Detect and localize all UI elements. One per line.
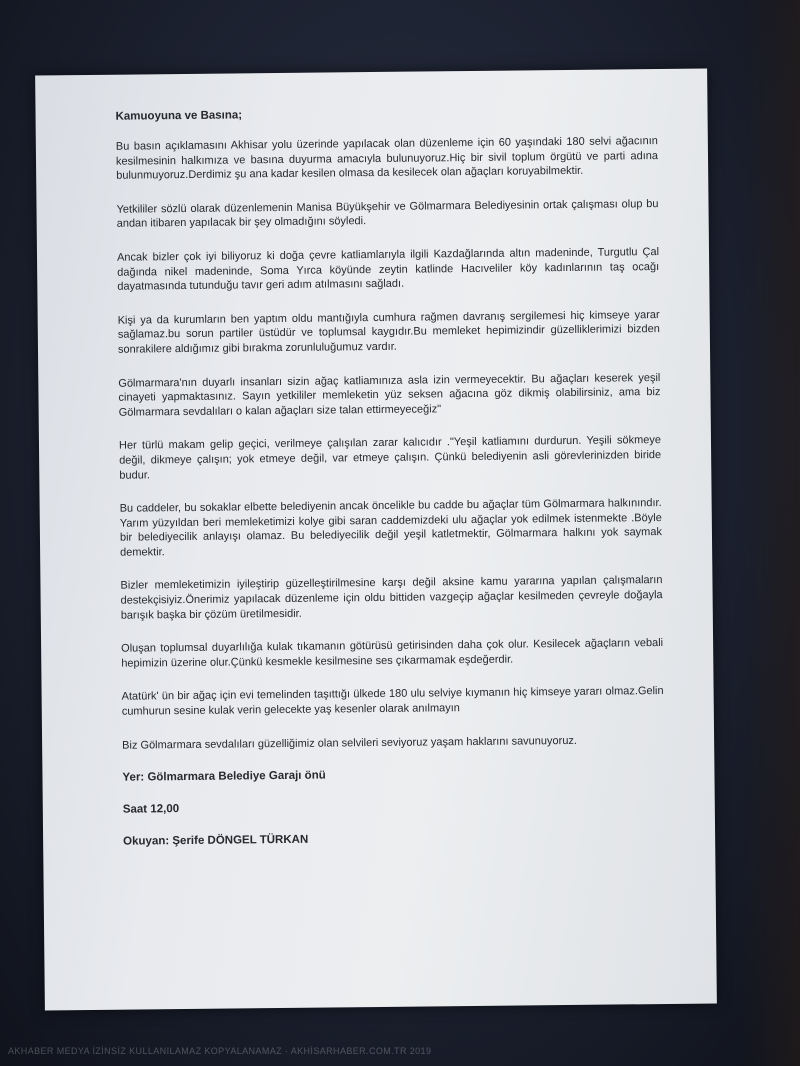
paragraph-5: Gölmarmara'nın duyarlı insanları sizin ağaç katliamınıza asla izin vermeyecektir. Bu ağaçları keserek yeşil cinayeti yapmaktasınız. Sayın yetkililer memleketin yüz seksen ağacına göz dikmiş olabilirsiniz, ama biz Gölmarmara sevdalıları o kalan ağaçları size talan ettirmeyeceğiz" xyxy=(118,371,661,419)
background-shadow xyxy=(740,0,800,1066)
paragraph-1: Bu basın açıklamasını Akhisar yolu üzerinde yapılacak olan düzenleme için 60 yaşındaki 180 selvi ağacının kesilmesinin halkımıza ve basına duyurma amacıyla bulunuyoruz.Hiç bir sivil toplum örgütü ve parti adına bulunmuyoruz.Derdimiz şu ana kadar kesilen olmasa da kesilecek olan ağaçları koruyabilmektir. xyxy=(115,135,659,182)
paragraph-4: Kişi ya da kurumların ben yaptım oldu mantığıyla cumhura rağmen davranış sergilemesi hiç kimseye yarar sağlamaz.bu sorun partiler üstüdür ve toplumsal kaygıdır.Bu memleket hepimizindir güzelliklerimizi bizden sonrakilere aldığımız gibi bırakma zorunluluğumuz vardır. xyxy=(117,308,660,356)
event-location: Yer: Gölmarmara Belediye Garajı önü xyxy=(122,769,326,784)
paragraph-10: Atatürk' ün bir ağaç için evi temelinden taşıttığı ülkede 180 ulu selviye kıymanın hiç kimseye yararı olmaz.Gelin cumhurun sesine kulak verin gelecekte yaş kesenler olarak anılmayın xyxy=(121,685,664,718)
watermark-text: AKHABER MEDYA İZİNSİZ KULLANILAMAZ KOPYALANAMAZ · AKHİSARHABER.COM.TR 2019 xyxy=(8,1046,432,1056)
paragraph-2: Yetkililer sözlü olarak düzenlemenin Manisa Büyükşehir ve Gölmarmara Belediyesinin ortak çalışması olup bu andan itibaren yapılacak bir şey olmadığını söyledi. xyxy=(116,197,659,231)
paragraph-6: Her türlü makam gelip geçici, verilmeye çalışılan zarar kalıcıdır ."Yeşil katliamını durdurun. Yeşili sökmeye değil, dikmeye çalışın; yok etmeye değil, var etmeye çalışın. Çünkü belediyenin asli görevlerinizden biride budur. xyxy=(118,434,662,482)
reader-name: Okuyan: Şerife DÖNGEL TÜRKAN xyxy=(123,833,309,848)
paragraph-7: Bu caddeler, bu sokaklar elbette belediyenin ancak öncelikle bu cadde bu ağaçlar tüm Gölmarmara halkınındır. Yarım yüzyıldan beri memleketimizi kolye gibi saran caddemizdeki ulu ağaçlar yok edilmek istenmekte .Böyle bir belediyecilik anlayışı olamaz. Bu belediyecilik değil yeşil katletmektir, Gölmarmara halkını yok saymak demektir. xyxy=(119,497,663,559)
event-time: Saat 12,00 xyxy=(122,803,180,816)
press-release-sheet xyxy=(35,69,717,1011)
document-heading: Kamuoyuna ve Basına; xyxy=(115,109,243,123)
paragraph-9: Oluşan toplumsal duyarlılığa kulak tıkamanın götürüsü getirisinden daha çok olur. Kesilecek ağaçların vebali hepimizin üzerine olur.Çünkü kesmekle kesilmesine ses çıkarmamak eşdeğerdir. xyxy=(121,637,664,670)
paragraph-3: Ancak bizler çok iyi biliyoruz ki doğa çevre katliamlarıyla ilgili Kazdağlarında altın madeninde, Turgutlu Çal dağında nikel madeninde, Soma Yırca köyünde zeytin katlinde Hacıveliler köy kadınlarının taş ocağı dayatmasında tutunduğu tavır geri adım atılmasını sağladı. xyxy=(116,245,660,293)
paragraph-11: Biz Gölmarmara sevdalıları güzelliğimiz olan selvileri seviyoruz yaşam haklarını savunuyoruz. xyxy=(122,734,578,752)
paragraph-8: Bizler memleketimizin iyileştirip güzelleştirilmesine karşı değil aksine kamu yararına yapılan çalışmaların destekçisiyiz.Önerimiz yapılacak düzenleme için oldu bittiden vazgeçip ağaçlar kesilmeden çevreyle doğayla barışık başka bir çözüm üretilmesidir. xyxy=(120,574,663,622)
